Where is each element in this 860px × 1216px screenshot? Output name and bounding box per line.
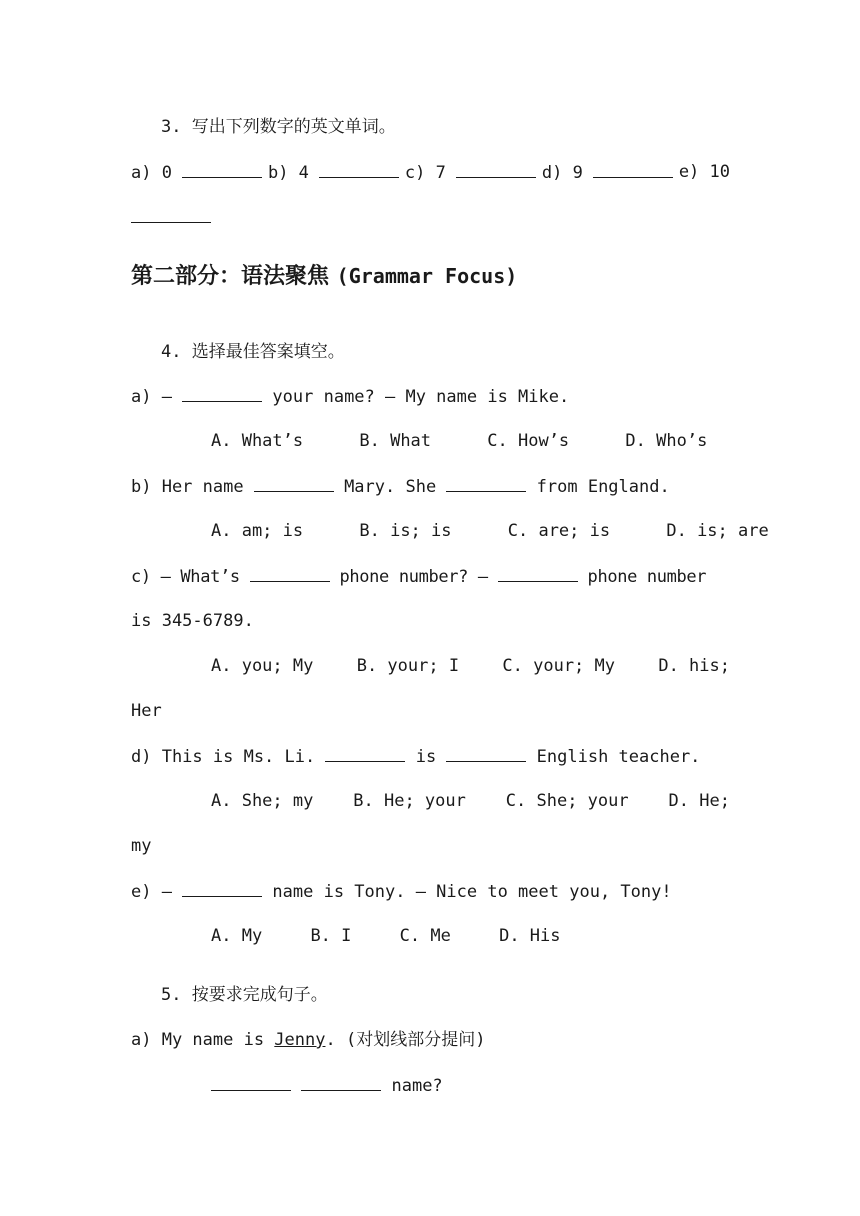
q3-item-e-blank-line xyxy=(131,205,730,229)
option-d[interactable]: D. his; xyxy=(658,656,730,676)
option-b[interactable]: B. He; your xyxy=(353,791,466,811)
answer-blank[interactable] xyxy=(250,564,330,582)
option-c[interactable]: C. How’s xyxy=(487,431,570,451)
answer-blank[interactable] xyxy=(211,1073,291,1091)
option-b[interactable]: B. your; I xyxy=(356,656,460,676)
option-a[interactable]: A. My xyxy=(211,926,263,946)
answer-blank[interactable] xyxy=(446,744,526,762)
option-c[interactable]: C. your; My xyxy=(502,656,615,676)
q4c-stem-cont: is 345-6789. xyxy=(131,611,254,631)
option-d[interactable]: D. He; xyxy=(668,791,730,811)
answer-blank[interactable] xyxy=(182,384,262,402)
underlined-word: Jenny xyxy=(274,1030,326,1050)
q4a-options xyxy=(211,429,730,453)
q3-item-e: e) 10 xyxy=(678,162,730,182)
q3-items-row xyxy=(131,160,730,184)
q5a-stem: a) My name is Jenny. (对划线部分提问) xyxy=(131,1030,486,1050)
option-d[interactable]: D. His xyxy=(499,926,561,946)
q3-item-c: c) 7 xyxy=(405,160,536,184)
answer-blank[interactable] xyxy=(498,564,578,582)
q4d-stem: d) This is Ms. Li. is English teacher. xyxy=(131,744,730,768)
option-b[interactable]: B. is; is xyxy=(359,521,452,541)
q4b-stem: b) Her name Mary. She from England. xyxy=(131,474,730,498)
option-c[interactable]: C. are; is xyxy=(507,521,611,541)
answer-blank[interactable] xyxy=(254,474,334,492)
option-a[interactable]: A. What’s xyxy=(211,431,304,451)
q3-title: 3. 写出下列数字的英文单词。 xyxy=(161,117,396,137)
option-a[interactable]: A. am; is xyxy=(211,521,304,541)
answer-blank[interactable] xyxy=(182,879,262,897)
q3-item-d: d) 9 xyxy=(542,160,673,184)
q3-item-a: a) 0 xyxy=(131,160,262,184)
answer-blank[interactable] xyxy=(182,160,262,178)
q4c-options xyxy=(211,654,730,678)
option-a[interactable]: A. you; My xyxy=(211,656,314,676)
answer-blank[interactable] xyxy=(593,160,673,178)
q4b-options xyxy=(211,519,769,543)
q4a-stem: a) — your name? — My name is Mike. xyxy=(131,384,730,408)
q4d-options xyxy=(211,789,730,813)
answer-blank[interactable] xyxy=(301,1073,381,1091)
answer-blank[interactable] xyxy=(131,205,211,223)
q5-title: 5. 按要求完成句子。 xyxy=(161,985,328,1005)
q3-item-b: b) 4 xyxy=(268,160,399,184)
q4e-options xyxy=(211,924,730,948)
answer-blank[interactable] xyxy=(319,160,399,178)
option-c[interactable]: C. She; your xyxy=(505,791,629,811)
q4-title: 4. 选择最佳答案填空。 xyxy=(161,342,345,362)
answer-blank[interactable] xyxy=(325,744,405,762)
q4e-stem: e) — name is Tony. — Nice to meet you, Tony! xyxy=(131,879,730,903)
option-b[interactable]: B. I xyxy=(310,926,352,946)
option-b[interactable]: B. What xyxy=(359,431,432,451)
answer-blank[interactable] xyxy=(456,160,536,178)
q4c-stem: c) — What’s phone number? — phone number xyxy=(131,564,730,588)
answer-blank[interactable] xyxy=(446,474,526,492)
q5a-answer-line: name? xyxy=(211,1073,730,1097)
option-d[interactable]: D. is; are xyxy=(666,521,769,541)
option-d[interactable]: D. Who’s xyxy=(625,431,708,451)
q4d-option-d-wrap: my xyxy=(131,836,152,856)
q4c-option-d-wrap: Her xyxy=(131,701,162,721)
option-c[interactable]: C. Me xyxy=(399,926,451,946)
section-heading: 第二部分：语法聚焦 (Grammar Focus) xyxy=(131,264,518,289)
option-a[interactable]: A. She; my xyxy=(211,791,314,811)
